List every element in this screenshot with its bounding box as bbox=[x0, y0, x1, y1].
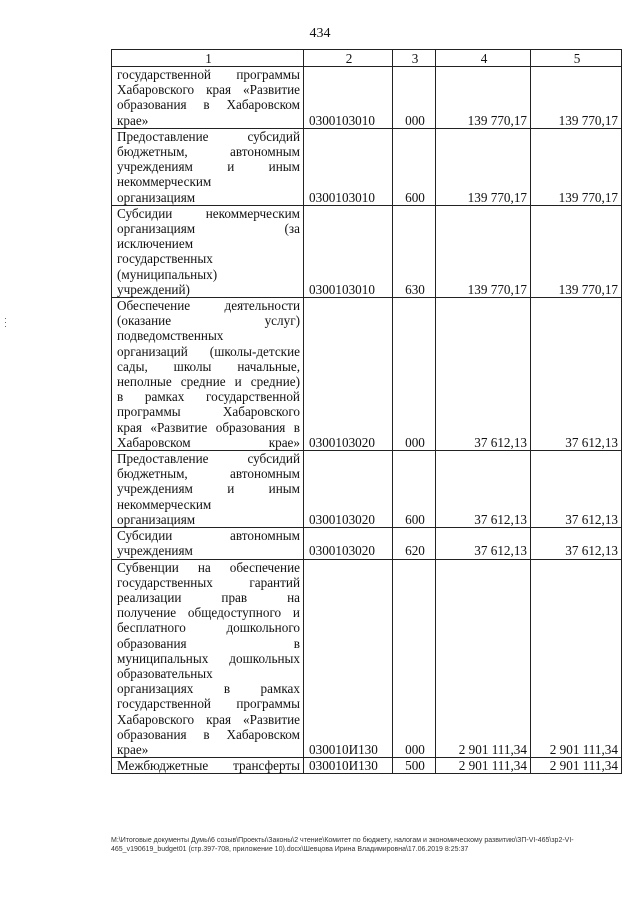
description-line: государственной программы bbox=[117, 696, 300, 712]
description-line: (муниципальных) bbox=[117, 266, 218, 282]
row-description bbox=[112, 298, 304, 451]
table-row bbox=[112, 559, 622, 758]
description-line: Субсидии некоммерческим bbox=[117, 205, 300, 221]
amount-2021: 139 770,17 bbox=[531, 67, 622, 129]
margin-punch-marks bbox=[5, 318, 7, 332]
amount-2021: 37 612,13 bbox=[531, 528, 622, 559]
description-line: организациям (за bbox=[117, 221, 300, 237]
row-description bbox=[112, 67, 304, 129]
column-header: 1 bbox=[112, 50, 304, 67]
expense-type-code: 600 bbox=[393, 128, 436, 205]
description-line: образования в Хабаровском bbox=[117, 97, 300, 113]
expense-type-code: 630 bbox=[393, 205, 436, 297]
description-line: Субвенции на обеспечение bbox=[117, 559, 300, 575]
description-line: муниципальных дошкольных bbox=[117, 650, 300, 666]
expense-type-code: 620 bbox=[393, 528, 436, 559]
description-line: бесплатного дошкольного bbox=[117, 620, 300, 636]
table-row bbox=[112, 298, 622, 451]
amount-2020: 139 770,17 bbox=[436, 67, 531, 129]
description-line: учреждениям bbox=[117, 543, 193, 559]
amount-2020: 2 901 111,34 bbox=[436, 559, 531, 758]
description-line: бюджетным, автономным bbox=[117, 466, 300, 482]
expense-type-code: 500 bbox=[393, 758, 436, 774]
amount-2021: 2 901 111,34 bbox=[531, 758, 622, 774]
description-line: исключением bbox=[117, 236, 194, 252]
target-article-code: 030010И130 bbox=[304, 559, 393, 758]
description-line: Хабаровского края «Развитие bbox=[117, 711, 300, 727]
target-article-code: 030010И130 bbox=[304, 758, 393, 774]
description-line: Предоставление субсидий bbox=[117, 128, 300, 144]
description-line: образования в Хабаровском bbox=[117, 726, 300, 742]
amount-2021: 139 770,17 bbox=[531, 205, 622, 297]
target-article-code: 0300103010 bbox=[304, 128, 393, 205]
document-footer-path: M:\Итоговые документы Думы\6 созыв\Проекты\Законы\2 чтение\Комитет по бюджету, налогам и экономическому развитию\ЗП-VI-465\зр2-VI-465_v190619_budget01 (стр.397-708, приложение 10).docx\Шевцова Ирина Владимировна\17.06.2019 8:25:37 bbox=[111, 837, 574, 853]
description-line: неполные средние и средние) bbox=[117, 374, 300, 390]
amount-2020: 37 612,13 bbox=[436, 451, 531, 528]
description-line: некоммерческим bbox=[117, 174, 212, 190]
description-line: в рамках государственной bbox=[117, 389, 300, 405]
amount-2020: 37 612,13 bbox=[436, 528, 531, 559]
column-header: 2 bbox=[304, 50, 393, 67]
description-line: образовательных bbox=[117, 665, 213, 681]
description-line: подведомственных bbox=[117, 328, 224, 344]
description-line: государственных bbox=[117, 251, 213, 267]
description-line: Хабаровского края «Развитие bbox=[117, 82, 300, 98]
expense-type-code: 000 bbox=[393, 298, 436, 451]
expense-type-code: 000 bbox=[393, 559, 436, 758]
amount-2021: 37 612,13 bbox=[531, 451, 622, 528]
description-line: организациях в рамках bbox=[117, 681, 300, 697]
target-article-code: 0300103020 bbox=[304, 451, 393, 528]
column-header: 5 bbox=[531, 50, 622, 67]
description-line: Обеспечение деятельности bbox=[117, 298, 300, 314]
description-line: организациям bbox=[117, 189, 196, 205]
amount-2021: 139 770,17 bbox=[531, 128, 622, 205]
description-line: государственной программы bbox=[117, 67, 300, 82]
row-description bbox=[112, 758, 304, 774]
row-description bbox=[112, 559, 304, 758]
column-header: 4 bbox=[436, 50, 531, 67]
description-line: учреждениям и иным bbox=[117, 481, 300, 497]
description-line: организаций (школы-детские bbox=[117, 343, 300, 359]
table-row bbox=[112, 758, 622, 774]
amount-2020: 139 770,17 bbox=[436, 128, 531, 205]
description-line: бюджетным, автономным bbox=[117, 144, 300, 160]
table-row bbox=[112, 205, 622, 297]
table-row bbox=[112, 128, 622, 205]
description-line: некоммерческим bbox=[117, 496, 212, 512]
expense-type-code: 600 bbox=[393, 451, 436, 528]
amount-2021: 2 901 111,34 bbox=[531, 559, 622, 758]
row-description bbox=[112, 528, 304, 559]
table-row bbox=[112, 451, 622, 528]
description-line: государственных гарантий bbox=[117, 574, 300, 590]
target-article-code: 0300103020 bbox=[304, 528, 393, 559]
amount-2020: 2 901 111,34 bbox=[436, 758, 531, 774]
description-line: Межбюджетные трансферты bbox=[117, 758, 300, 774]
amount-2021: 37 612,13 bbox=[531, 298, 622, 451]
description-line: программы Хабаровского bbox=[117, 404, 300, 420]
description-line: Субсидии автономным bbox=[117, 528, 300, 544]
page-number: 434 bbox=[309, 26, 331, 41]
row-description bbox=[112, 451, 304, 528]
target-article-code: 0300103020 bbox=[304, 298, 393, 451]
description-line: Предоставление субсидий bbox=[117, 451, 300, 467]
table-header-row bbox=[112, 50, 622, 67]
description-line: реализации прав на bbox=[117, 589, 300, 605]
description-line: края «Развитие образования в bbox=[117, 419, 300, 435]
amount-2020: 139 770,17 bbox=[436, 205, 531, 297]
description-line: получение общедоступного и bbox=[117, 605, 300, 621]
description-line: крае» bbox=[117, 112, 149, 128]
description-line: (оказание услуг) bbox=[117, 313, 300, 329]
target-article-code: 0300103010 bbox=[304, 67, 393, 129]
budget-table bbox=[111, 49, 622, 774]
table-row bbox=[112, 67, 622, 129]
row-description bbox=[112, 205, 304, 297]
description-line: учреждениям и иным bbox=[117, 159, 300, 175]
description-line: сады, школы начальные, bbox=[117, 358, 300, 374]
table-row bbox=[112, 528, 622, 559]
description-line: крае» bbox=[117, 741, 149, 757]
row-description bbox=[112, 128, 304, 205]
column-header: 3 bbox=[393, 50, 436, 67]
target-article-code: 0300103010 bbox=[304, 205, 393, 297]
description-line: учреждений) bbox=[117, 281, 190, 297]
amount-2020: 37 612,13 bbox=[436, 298, 531, 451]
description-line: образования в bbox=[117, 635, 300, 651]
description-line: организациям bbox=[117, 511, 196, 527]
description-line: Хабаровском крае» bbox=[117, 434, 300, 450]
expense-type-code: 000 bbox=[393, 67, 436, 129]
